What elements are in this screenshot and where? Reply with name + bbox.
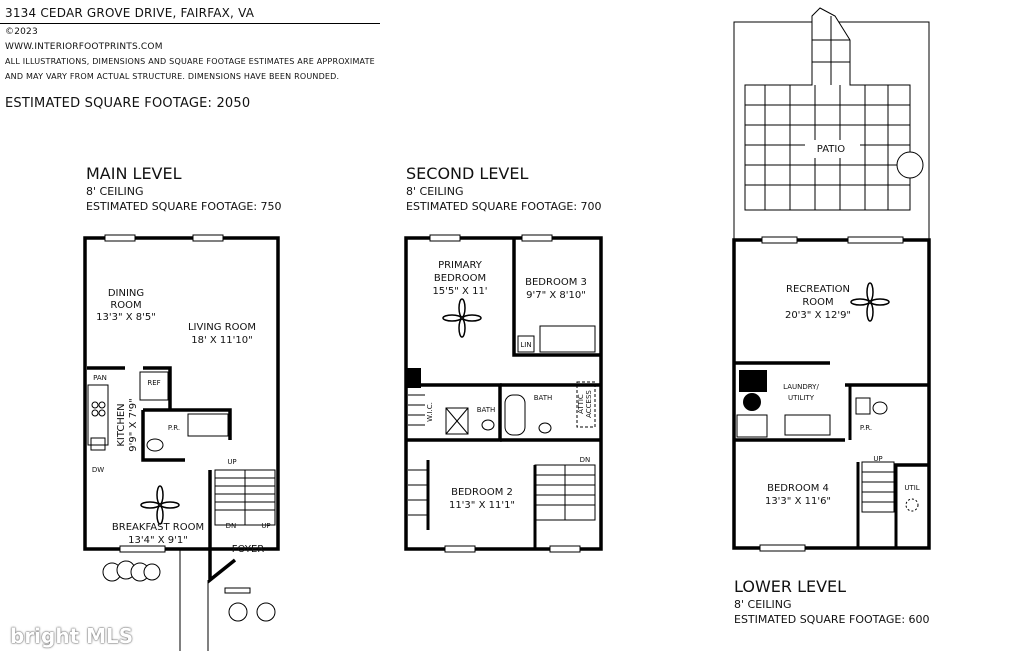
ceiling-fan-icon xyxy=(851,283,889,321)
tree-icon xyxy=(897,152,923,178)
dw-label: DW xyxy=(91,466,105,474)
bed2-dim: 11'3" X 11'1" xyxy=(448,500,516,511)
lower-level-name: LOWER LEVEL xyxy=(734,577,847,596)
disclaimer-line-2: AND MAY VARY FROM ACTUAL STRUCTURE. DIMENSIONS HAVE BEEN ROUNDED. xyxy=(5,72,340,81)
window xyxy=(193,235,223,241)
lower-up-label: UP xyxy=(873,455,883,463)
bath-label-2: BATH xyxy=(533,394,553,402)
dining-label-1: DINING xyxy=(107,288,145,299)
kitchen-counter xyxy=(88,385,108,445)
pantry-label: PAN xyxy=(93,374,107,382)
lin-label: LIN xyxy=(520,341,532,349)
rec-label-2: ROOM xyxy=(802,297,834,308)
main-level-ceiling: 8' CEILING xyxy=(86,185,144,198)
ceiling-fan-icon xyxy=(443,299,481,337)
access-label: ACCESS xyxy=(585,390,593,418)
patio-label: PATIO xyxy=(816,144,846,155)
sink xyxy=(91,438,105,450)
bath-label-1: BATH xyxy=(476,406,496,414)
main-dn-label: DN xyxy=(225,522,237,530)
rec-dim: 20'3" X 12'9" xyxy=(784,310,852,321)
address-title: 3134 CEDAR GROVE DRIVE, FAIRFAX, VA xyxy=(5,6,255,20)
second-level-ceiling: 8' CEILING xyxy=(406,185,464,198)
ref-label: REF xyxy=(147,379,161,387)
laundry-label-2: UTILITY xyxy=(788,394,814,402)
copyright-text: ©2023 xyxy=(5,27,38,37)
bed3-label: BEDROOM 3 xyxy=(525,277,587,288)
lower-level-plan xyxy=(734,8,929,551)
breakfast-label: BREAKFAST ROOM xyxy=(111,522,205,533)
wic-label: W.I.C. xyxy=(426,402,434,422)
attic-label: ATTIC xyxy=(577,394,585,414)
main-up-label: UP xyxy=(227,458,237,466)
bathtub xyxy=(505,395,525,435)
main-level-plan xyxy=(85,235,278,651)
main-up-label-2: UP xyxy=(261,522,271,530)
second-dn-label: DN xyxy=(579,456,591,464)
closet xyxy=(188,414,228,436)
second-level-name: SECOND LEVEL xyxy=(406,164,529,183)
lower-level-ceiling: 8' CEILING xyxy=(734,598,792,611)
main-pr-label: P.R. xyxy=(167,424,181,432)
bed2-label: BEDROOM 2 xyxy=(451,487,513,498)
window xyxy=(105,235,135,241)
lower-pr-label: P.R. xyxy=(859,424,873,432)
living-label: LIVING ROOM xyxy=(187,322,257,333)
lower-level-sqft: ESTIMATED SQUARE FOOTAGE: 600 xyxy=(734,613,930,626)
second-level-plan xyxy=(406,235,601,552)
mls-watermark: bright MLS xyxy=(10,624,134,648)
kitchen-dim: 9'9" X 7'9" xyxy=(128,398,139,452)
foyer-label: FOYER xyxy=(231,544,265,555)
total-sqft: ESTIMATED SQUARE FOOTAGE: 2050 xyxy=(5,96,251,111)
bed4-label: BEDROOM 4 xyxy=(767,483,829,494)
window xyxy=(120,546,165,552)
disclaimer-line-1: ALL ILLUSTRATIONS, DIMENSIONS AND SQUARE FOOTAGE ESTIMATES ARE APPROXIMATE xyxy=(5,57,375,66)
patio-paving xyxy=(745,8,910,210)
primary-label-1: PRIMARY xyxy=(438,260,482,271)
ceiling-fan-icon xyxy=(141,486,179,524)
dining-label-2: ROOM xyxy=(110,300,142,311)
bed4-dim: 13'3" X 11'6" xyxy=(764,496,832,507)
laundry-label-1: LAUNDRY/ xyxy=(783,383,819,391)
main-level-name: MAIN LEVEL xyxy=(86,164,182,183)
dining-dim: 13'3" X 8'5" xyxy=(96,312,156,323)
rec-label-1: RECREATION xyxy=(786,284,850,295)
primary-label-2: BEDROOM xyxy=(433,273,487,284)
main-level-sqft: ESTIMATED SQUARE FOOTAGE: 750 xyxy=(86,200,282,213)
kitchen-label: KITCHEN xyxy=(116,403,127,447)
bed3-dim: 9'7" X 8'10" xyxy=(526,290,586,301)
breakfast-dim: 13'4" X 9'1" xyxy=(128,535,188,546)
website-text: WWW.INTERIORFOOTPRINTS.COM xyxy=(5,42,163,52)
living-dim: 18' X 11'10" xyxy=(191,335,253,346)
primary-dim: 15'5" X 11' xyxy=(432,286,488,297)
toilet xyxy=(147,439,163,451)
second-level-sqft: ESTIMATED SQUARE FOOTAGE: 700 xyxy=(406,200,602,213)
util-label: UTIL xyxy=(904,484,920,492)
